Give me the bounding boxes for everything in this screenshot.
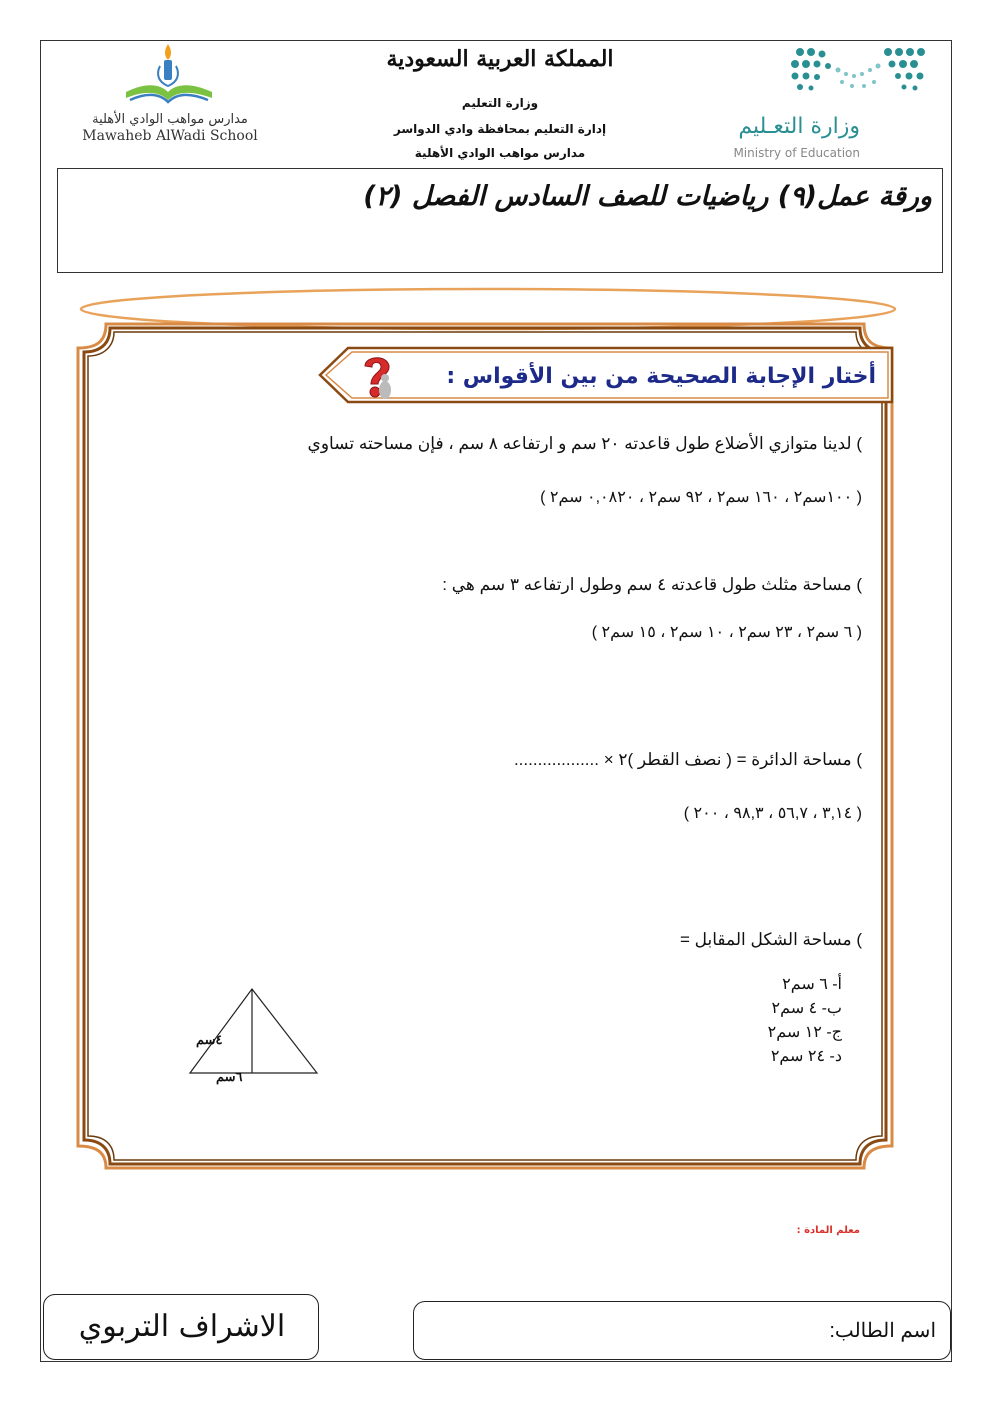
triangle-height-label: ٤سم	[196, 1032, 223, 1047]
question-2-text: ) مساحة مثلث طول قاعدته ٤ سم وطول ارتفاعه ٣ سم هي :	[442, 575, 862, 594]
student-name-label: اسم الطالب:	[829, 1320, 936, 1342]
kingdom-calligraphy: المملكة العربية السعودية	[386, 46, 614, 72]
title-box	[57, 168, 943, 273]
header-line-ministry: وزارة التعليم	[461, 96, 539, 110]
school-name-ar: مدارس مواهب الوادي الأهلية	[92, 112, 248, 127]
supervision-box	[43, 1294, 319, 1360]
question-4-choice-b: ب- ٤ سم٢	[771, 1000, 842, 1017]
question-4-text: ) مساحة الشكل المقابل =	[679, 930, 862, 949]
teacher-label: معلم المادة :	[796, 1225, 860, 1236]
question-mark-icon	[355, 352, 399, 400]
question-2-options: ( ٦ سم٢ ، ٢٣ سم٢ ، ١٠ سم٢ ، ١٥ سم٢ )	[591, 624, 862, 641]
question-3-text: ) مساحة الدائرة = ( نصف القطر )٢ × ..................	[513, 750, 862, 769]
question-4-choice-a: أ- ٦ سم٢	[782, 976, 842, 993]
triangle-base-label: ٦سم	[216, 1069, 243, 1084]
banner-instruction-text: أختار الإجابة الصحيحة من بين الأقواس :	[446, 364, 876, 389]
question-1-options: ( ١٠٠سم٢ ، ١٦٠ سم٢ ، ٩٢ سم٢ ، ٠,٠٨٢٠ سم٢ )	[540, 489, 862, 506]
student-name-box[interactable]	[413, 1301, 951, 1360]
ministry-logo-icon	[780, 44, 930, 99]
ministry-name-ar: وزارة التعـليم	[738, 114, 860, 139]
supervision-label: الاشراف التربوي	[78, 1309, 286, 1344]
worksheet-title: ورقة عمل(٩) رياضيات للصف السادس الفصل (٢)	[363, 181, 932, 212]
school-name-en: Mawaheb AlWadi School	[82, 128, 258, 144]
question-4-choice-c: ج- ١٢ سم٢	[767, 1024, 842, 1041]
question-4-choice-d: د- ٢٤ سم٢	[770, 1048, 842, 1065]
school-logo-icon	[120, 40, 220, 112]
question-1-text: ) لدينا متوازي الأضلاع طول قاعدته ٢٠ سم و ارتفاعه ٨ سم ، فإن مساحته تساوي	[307, 434, 862, 453]
header-line-directorate: إدارة التعليم بمحافظة وادي الدواسر	[393, 122, 607, 136]
header-line-school: مدارس مواهب الوادي الأهلية	[414, 146, 586, 160]
question-3-options: ( ٣,١٤ ، ٥٦,٧ ، ٩٨,٣ ، ٢٠٠ )	[683, 805, 862, 822]
ministry-name-en: Ministry of Education	[733, 146, 860, 160]
